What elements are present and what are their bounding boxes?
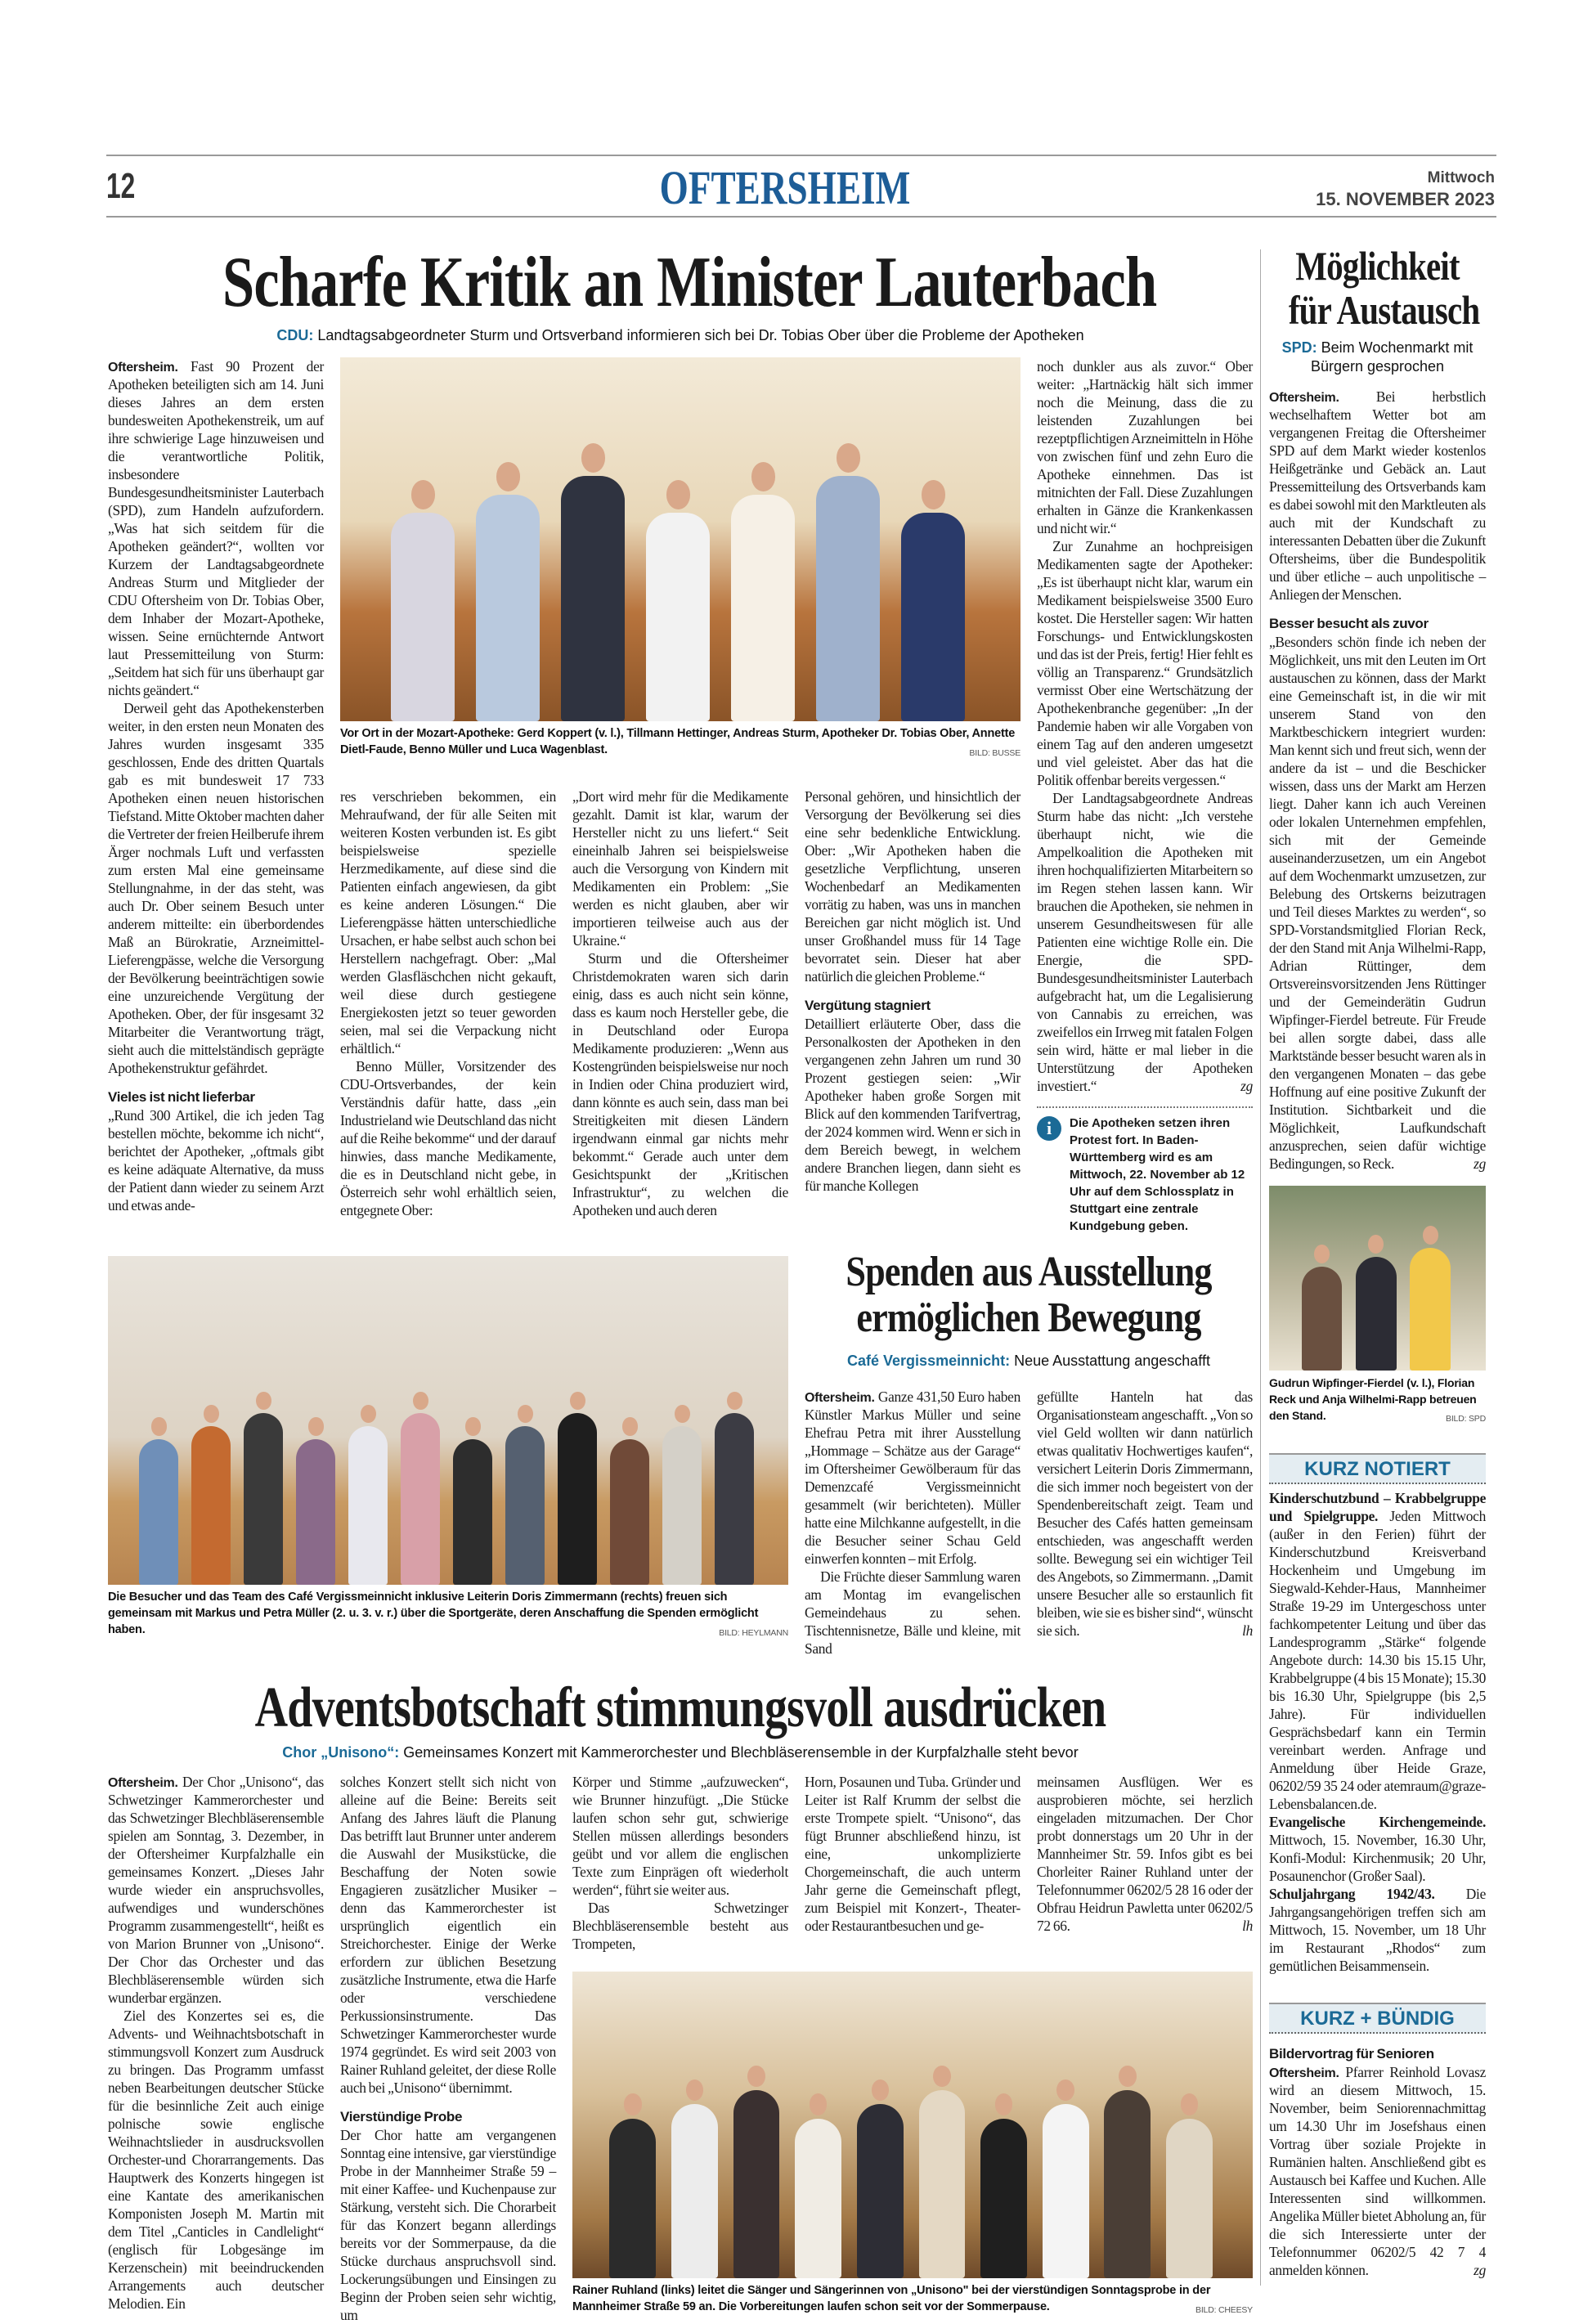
article1-photo-block	[340, 357, 1020, 761]
person-figure	[901, 480, 965, 721]
author-initials: zg	[1474, 2262, 1486, 2278]
date: 15. NOVEMBER 2023	[1316, 189, 1495, 209]
headline-line: Spenden aus Ausstellung	[846, 1249, 1212, 1295]
body	[244, 1413, 283, 1585]
person-figure	[139, 1417, 178, 1585]
kicker: CDU:	[276, 327, 314, 343]
head	[581, 443, 606, 473]
paragraph	[805, 1568, 1020, 1658]
head	[995, 2093, 1013, 2115]
person-figure	[980, 2093, 1027, 2278]
head	[256, 1392, 271, 1410]
person-figure	[401, 1392, 440, 1585]
headline-line: ermöglichen Bewegung	[856, 1294, 1201, 1341]
body	[453, 1439, 492, 1586]
sidebar-photo-caption	[1269, 1375, 1486, 1424]
article2	[108, 1249, 1253, 1658]
person-figure	[1356, 1235, 1397, 1371]
paragraph-text: Sturm und die Oftersheimer Christdemokraten waren sich darin einig, dass es auch nicht sein könne, dass es kaum noch Hersteller gebe, die in Deutschland oder Europa Medikamente produzieren: „Wenn aus Kostengründen beispielsweise nur noch in Indien oder China produziert wird, dann könnte es auch sein, dass man bei Streitigkeiten mit diesen Ländern irgendwann einmal gar nichts mehr bekommt.“ Gerade auch unter dem Gesichtspunkt der „Kritischen Infrastruktur“, zu welchen die Apotheken und auch deren	[572, 949, 788, 1218]
choir-rehearsal-photo	[572, 1972, 1253, 2278]
dateline: Oftersheim.	[108, 1776, 178, 1790]
paragraph-text: „Besonders schön finde ich neben der Möglichkeit, uns mit den Leuten im Ort austauschen zu können, dass der Markt eine Gemeinschaft ist, in die wir mit unserem Stand von den Marktbeschickern integriert wurden: Man kennt sich und freut sich, wenn der andere da ist – und die Beschicker wissen, dass uns der Markt am Herzen liegt. Daher kann ich auch Vereinen oder lokalen Unternehmen empfehlen, sich mit der Gemeinde auseinanderzusetzen, um ein Angebot auf dem Wochenmarkt umzusetzen, zur Belebung des Ortskerns beizutragen und Teil dieses Marktes zu werden“, so SPD-Vorstandsmitglied Florian Reck, der den Stand mit Anja Wilhelmi-Rapp, Adrian Rüttinger, dem Ortsvereinsvorsitzenden Jens Rüttinger und der Gemeinderätin Gudrun Wipfinger-Fierdel betreute. Für Freude bei allen sorgte dabei, dass alle Marktstände besser besucht waren als in den vergangenen Monaten – das gebe Hoffnung auf eine positive Zukunft der Institution. Sichtbarkeit und die Möglichkeit, Laufkundschaft anzusprechen, seien dafür wichtige Bedingungen, so Reck.	[1269, 634, 1486, 1172]
dateline: Oftersheim.	[108, 361, 178, 375]
body	[671, 2104, 718, 2278]
body	[561, 476, 625, 721]
head	[622, 1417, 637, 1435]
cafe-group-photo	[108, 1256, 788, 1585]
kurz-notiert-column	[1269, 1489, 1486, 1975]
column-divider	[1260, 249, 1261, 2286]
paragraph	[805, 1388, 1020, 1568]
kurz-buendig-header: KURZ + BÜNDIG	[1269, 2003, 1486, 2034]
caption-text: Vor Ort in der Mozart-Apotheke: Gerd Koppert (v. l.), Tillmann Hettinger, Andreas Sturm, Apotheker Dr. Tobias Ober, Annette Dietl-Faude, Benno Müller und Luca Wagenblast.	[340, 727, 1016, 756]
paragraph-text: Der Chor hatte am vergangenen Sonntag eine intensive, gar vierstündige Probe in der Mannheimer Straße 59 – mit einer Kaffee- und Kuchenpause zur Stärkung, versteht sich. Die Chorarbeit für das Konzert begann allerdings bereits vor der Sommerpause, da die Stücke durchaus anspruchsvoll sind. Lockerungsübungen und Einsingen zu Beginn der Proben seien sehr wichtig, um	[340, 2127, 556, 2323]
paragraph	[340, 2126, 556, 2324]
person-figure	[453, 1417, 492, 1585]
person-figure	[296, 1417, 335, 1585]
pharmacy-group-photo	[340, 357, 1020, 721]
dateline: Oftersheim.	[805, 1391, 875, 1405]
subhead-text: Beim Wochenmarkt mit Bürgern gesprochen	[1310, 339, 1474, 375]
body	[857, 2104, 904, 2278]
article2-text-block	[805, 1249, 1253, 1658]
paragraph	[340, 787, 556, 1057]
paragraph-text: meinsamen Ausflügen. Wer es ausprobieren möchte, sei herzlich eingeladen mitzumachen. Der Chor probt donnerstags um 20 Uhr in der Mannheimer Str. 59. Infos gibt es bei Chorleiter Rainer Ruhland unter der Telefonnummer 06202/5 28 16 oder der Obfrau Heidrun Pawletta unter 06202/5 72 66.	[1037, 1774, 1253, 1934]
body	[980, 2119, 1027, 2279]
person-figure	[1043, 2079, 1089, 2278]
article1-subhead	[108, 327, 1253, 344]
paragraph	[1269, 2063, 1486, 2279]
body	[646, 513, 710, 721]
body	[296, 1439, 335, 1586]
person-figure	[558, 1392, 597, 1585]
info-text: Die Apotheken setzen ihren Protest fort. In Baden-Württemberg wird es am Mittwoch, 22. November ab 12 Uhr auf dem Schlossplatz in Stuttgart eine zentrale Kundgebung geben.	[1070, 1116, 1245, 1233]
head	[518, 1405, 532, 1423]
paragraph-text: Horn, Posaunen und Tuba. Gründer und Leiter ist Ralf Krumm der selbst die erste Trompete spielt. “Unisono“, das fügt Brunner abschließend hinzu, ist eine, unkomplizierte Chorgemeinschaft, die auch unterm Jahr gerne die Gemeinschaft pflegt, zum Beispiel mit Konzert-, Theater- oder Restaurantbesuchen und ge-	[805, 1774, 1020, 1934]
head	[727, 1392, 742, 1410]
person-figure	[715, 1392, 754, 1585]
issue-date	[1316, 168, 1495, 210]
person-figure	[476, 462, 540, 721]
head	[686, 2079, 704, 2101]
person-figure	[609, 2093, 656, 2278]
article3-photo-block	[572, 1972, 1253, 2318]
article1-body	[108, 357, 1253, 1235]
author-initials: zg	[1240, 1078, 1253, 1094]
author-initials: lh	[1242, 1918, 1253, 1934]
person-figure	[561, 443, 625, 721]
head	[411, 480, 436, 509]
article3-column-1	[108, 1773, 324, 2313]
person-figure	[191, 1405, 231, 1585]
author-initials: lh	[1242, 1622, 1253, 1639]
body	[1166, 2119, 1213, 2279]
head	[872, 2079, 890, 2101]
paragraph-text: „Dort wird mehr für die Medikamente gezahlt. Damit ist klar, warum der Hersteller nicht zu uns liefert.“ Seit eineinhalb Jahren sei beispielsweise auch die Versorgung von Kindern mit Medikamenten ein Problem: „Sie werden es nicht glauben, aber wir importieren teilweise auch aus der Ukraine.“	[572, 787, 788, 949]
paragraph-text: Mittwoch, 15. November, 16.30 Uhr, Konfi-Modul: Kirchenmusik; 20 Uhr, Posaunenchor (Großer Saal).	[1269, 1832, 1486, 1884]
article2-column-1	[805, 1388, 1020, 1658]
spd-stand-photo	[1269, 1186, 1486, 1371]
body	[139, 1439, 178, 1586]
paragraph	[805, 1773, 1020, 1935]
section-subheading: Vierstündige Probe	[340, 2109, 463, 2124]
head	[1423, 1226, 1438, 1245]
person-figure	[391, 480, 455, 721]
paragraph	[1269, 1813, 1486, 1885]
weekday: Mittwoch	[1427, 169, 1495, 186]
section-subheading: Besser besucht als zuvor	[1269, 616, 1429, 631]
person-figure	[795, 2093, 841, 2278]
author-initials: zg	[1474, 1155, 1486, 1172]
article1-column-3	[572, 787, 788, 1219]
paragraph	[1037, 789, 1253, 1095]
paragraph-text: Personal gehören, und hinsichtlich der Versorgung der Bevölkerung sei dies eine sehr bedenkliche Entwicklung. Ober: „Wir Apotheken haben die gesetzliche Verpflichtung, unseren Wochenbedarf an Medikamenten vorrätig zu haben, was uns in manchen Bereichen gar nicht möglich ist. Und unser Großhandel muss für 14 Tage bevorratet sein. Dieser hat aber natürlich die gleichen Probleme.“	[805, 787, 1020, 985]
article1-column-5-block	[1037, 357, 1253, 1235]
body	[1043, 2104, 1089, 2278]
photo-credit: BILD: CHEESY	[1195, 2305, 1253, 2315]
kicker: Chor „Unisono“:	[282, 1744, 400, 1761]
body	[191, 1426, 231, 1585]
paragraph	[1269, 1885, 1486, 1975]
person-figure	[857, 2079, 904, 2278]
paragraph	[340, 1057, 556, 1219]
person-figure	[1302, 1245, 1343, 1371]
head	[922, 480, 946, 509]
photo-credit: BILD: SPD	[1446, 1414, 1486, 1424]
head	[666, 480, 691, 509]
paragraph-text: Fast 90 Prozent der Apotheken beteiligten sich am 14. Juni dieses Jahres an dem ersten bundesweiten Apothekenstreik, um auf ihre schwierige Lage hinzuweisen und die verantwortliche Politik, insbesondere Bundesgesundheitsminister Lauterbach (SPD), zum Handeln aufzufordern. „Was hat sich seitdem für die Apotheken geändert?“, wollten vor Kurzem der Landtagsabgeordnete Andreas Sturm und Mitglieder der CDU Oftersheim von Dr. Tobias Ober, dem Inhaber der Mozart-Apotheke, wissen. Seine ernüchternde Antwort laut Pressemitteilung von Sturm: „Seitdem hat sich für uns überhaupt gar nichts geändert.“	[108, 358, 324, 698]
body	[1302, 1267, 1343, 1371]
body	[401, 1413, 440, 1585]
sidebar-subhead	[1269, 339, 1486, 376]
subhead-text: Gemeinsames Konzert mit Kammerorchester und Blechbläserensemble in der Kurpfalzhalle steht bevor	[403, 1744, 1079, 1761]
person-figure	[662, 1405, 702, 1585]
article1-headline: Scharfe Kritik an Minister Lauterbach	[222, 243, 1157, 322]
article2-column-2	[1037, 1388, 1253, 1658]
person-figure	[919, 2066, 966, 2278]
head	[465, 1417, 480, 1435]
sidebar-column	[1269, 388, 1486, 1173]
person-figure	[733, 2066, 780, 2278]
paragraph-text: res verschrieben bekommen, ein Mehraufwand, der für alle Seiten mit weiteren Kosten verbunden ist. Es gibt beispielsweise spezielle Herzmedikamente, auf diese sind die Patienten einfach angewiesen, da gibt es keine anderen Lösungen.“ Die Lieferengpässe hätten unterschiedliche Ursachen, er habe selbst auch schon bei Herstellern nachgefragt. Ober: „Mal werden Glasfläschchen nicht gekauft, weil diese durch gestiegene Energiekosten jetzt so teuer geworden seien, mal sei die Verpackung nicht erhältlich.“	[340, 787, 556, 1057]
article3-body	[108, 1773, 1253, 2324]
article1-column-4	[805, 787, 1020, 1195]
person-figure	[1166, 2093, 1213, 2278]
article2-photo-block	[108, 1256, 788, 1641]
paragraph-text: Der Chor „Unisono“, das Schwetzinger Kammerorchester und das Schwetzinger Blechbläserensemble spielen am Sonntag, 3. Dezember, in der Oftersheimer Kurpfalzhalle ein gemeinsames Konzert. „Dieses Jahr wurde wieder ein anspruchsvolles, aufwendiges und wunderschönes Programm zusammengestellt“, heißt es von Marion Brunner von „Unisono“. Der Chor das Orchester und das Blechbläserensemble würden sich wunderbar ergänzen.	[108, 1774, 324, 2006]
paragraph	[340, 1773, 556, 2097]
head	[1314, 1245, 1330, 1263]
kicker: Café Vergissmeinnicht:	[847, 1353, 1011, 1369]
item-title: Kinderschutzbund – Krabbelgruppe und Spielgruppe.	[1269, 1490, 1486, 1524]
head	[413, 1392, 428, 1410]
subhead-text: Neue Ausstattung angeschafft	[1014, 1353, 1210, 1369]
body	[731, 495, 795, 722]
head	[675, 1405, 689, 1423]
kicker: SPD:	[1281, 339, 1317, 356]
paragraph	[1037, 537, 1253, 789]
article2-subhead	[805, 1353, 1253, 1370]
paragraph	[108, 699, 324, 1077]
person-figure	[1104, 2066, 1151, 2278]
person-figure	[348, 1405, 388, 1585]
article2-columns	[805, 1388, 1253, 1658]
paragraph	[572, 949, 788, 1219]
kurz-buendig-column	[1269, 2045, 1486, 2279]
article3-column-3	[572, 1773, 788, 1953]
article3-column-4	[805, 1773, 1020, 1935]
head	[151, 1417, 166, 1435]
subhead-text: Landtagsabgeordneter Sturm und Ortsverband informieren sich bei Dr. Tobias Ober über die Probleme der Apotheken	[317, 327, 1084, 343]
body	[715, 1413, 754, 1585]
article3-column-5	[1037, 1773, 1253, 1935]
person-figure	[731, 462, 795, 721]
article3-headline: Adventsbotschaft stimmungsvoll ausdrücken	[254, 1676, 1106, 1739]
paragraph-text: Benno Müller, Vorsitzender des CDU-Ortsverbandes, der kein Verständnis dafür hatte, dass „ein Industrieland wie Deutschland das nicht auf die Reihe bekomme“ und der darauf hinwies, dass manche Medikamente, die es in Deutschland nicht gebe, in Österreich sehr wohl erhältlich seien, entgegnete Ober:	[340, 1057, 556, 1218]
paragraph-text: Der Landtagsabgeordnete Andreas Sturm habe das nicht: „Ich verstehe überhaupt nicht, wie die Ampelkoalition die Apotheken mit ihren hochqualifizierten Mitarbeitern so im Regen stehen lassen kann. Wir brauchen die Apotheken, sie nehmen in unserem Gesundheitswesen für alle Patienten eine wichtige Rolle ein. Die Energie, die SPD-Bundesgesundheitsminister Lauterbach aufgebracht hat, um die Legalisierung von Cannabis zu erreichen, was zweifellos ein Irrweg mit fatalen Folgen sein wird, hätte er mal lieber in die Unterstützung der Apotheken investiert.“	[1037, 790, 1253, 1094]
person-figure	[244, 1392, 283, 1585]
body	[1356, 1257, 1397, 1371]
head	[747, 2066, 765, 2087]
body	[505, 1426, 545, 1585]
head	[361, 1405, 375, 1423]
photo-caption	[340, 725, 1020, 758]
caption-text: Die Besucher und das Team des Café Vergissmeinnicht inklusive Leiterin Doris Zimmermann (rechts) freuen sich gemeinsam mit Markus und Petra Müller (2. u. 3. v. r.) über die Sportgeräte, deren Anschaffung die Spenden ermöglicht haben.	[108, 1590, 759, 1636]
paragraph-text: Die Jahrgangsangehörigen treffen sich am Mittwoch, 15. November, um 18 Uhr im Restaurant „Rhodos“ zum gemütlichen Beisammensein.	[1269, 1886, 1486, 1974]
body	[609, 2119, 656, 2279]
caption-text: Gudrun Wipfinger-Fierdel (v. l.), Florian Reck und Anja Wilhelmi-Rapp betreuen den Stand.	[1269, 1376, 1477, 1422]
paragraph-text: Pfarrer Reinhold Lovasz wird an diesem Mittwoch, 15. November, beim Seniorennachmittag um 14.30 Uhr im Josefshaus einen Vortrag über soziale Projekte in Rumänien halten. Anschließend gibt es Austausch bei Kaffee und Kuchen. Alle Interessenten sind willkommen. Angelika Müller bietet Abholung an, für die sich Interessierte unter der Telefonnummer 06202/5 42 7 4 anmelden können.	[1269, 2064, 1486, 2278]
info-box	[1037, 1106, 1253, 1235]
article3-column-2	[340, 1773, 556, 2324]
person-figure	[1410, 1226, 1451, 1371]
photo-credit: BILD: HEYLMANN	[719, 1628, 788, 1638]
sidebar-headline	[1288, 243, 1480, 333]
paragraph-text: Derweil geht das Apothekensterben weiter, in den ersten neun Monaten des Jahres wurden insgesamt 335 geschlossen, Ende des dritten Quartals gab es mit bundesweit 17 733 Apotheken einen neuen historischen Tiefstand. Mitte Oktober machten daher die Vertreter der freien Heilberufe ihrem Ärger nochmals Luft und verfassten zum ersten Mal eine gemeinsame Stellungnahme, in der das steht, was auch Dr. Ober seinem Besuch unter anderem mitteilte: ein überbordendes Maß an Bürokratie, Arzneimittel-Lieferengpässe, welche die Versorgung der Bevölkerung beeinträchtigen sowie eine unzureichende Vergütung der Apotheken. Ober, der für insgesamt 32 Mitarbeiter die Verantwortung trägt, sieht auch die mittelständisch geprägte Apothekenstruktur gefährdet.	[108, 700, 324, 1076]
paragraph	[805, 1015, 1020, 1195]
paragraph	[1269, 388, 1486, 603]
body	[558, 1413, 597, 1585]
paragraph	[1037, 1773, 1253, 1935]
head	[1119, 2066, 1137, 2087]
headline-line: Möglichkeit	[1295, 243, 1460, 289]
head	[1056, 2079, 1074, 2101]
paragraph	[108, 357, 324, 699]
sidebar	[1269, 244, 1486, 2279]
section-title: OFTERSHEIM	[659, 161, 911, 214]
head	[837, 443, 861, 473]
paragraph-text: Ziel des Konzertes sei es, die Advents- und Weihnachtsbotschaft in stimmungsvoll Konzert zum Ausdruck zu bringen. Das Programm umfasst neben Bearbeitungen deutscher Stücke für die besinnliche Zeit auch einige polnische sowie englische Weihnachtslieder in ausdrucksvollen Orchester-und Chorarrangements. Das Hauptwerk des Konzerts hingegen ist eine Kantate des amerikanischen Komponisten Joseph M. Martin mit dem Titel „Canticles in Candlelight“ (englisch für Lobgesänge im Kerzenschein) mit beeindruckenden Arrangements auch deutscher Melodien. Ein	[108, 2008, 324, 2312]
page-number: 12	[106, 166, 136, 206]
paragraph	[572, 1773, 788, 1899]
person-figure	[671, 2079, 718, 2278]
section-subheading: Vergütung stagniert	[805, 997, 931, 1013]
head	[204, 1405, 218, 1423]
headline-line: für Austausch	[1288, 287, 1480, 333]
paragraph	[1037, 357, 1253, 537]
head	[496, 462, 521, 491]
person-figure	[505, 1405, 545, 1585]
paragraph-text: Ganze 431,50 Euro haben Künstler Markus Müller und seine Ehefrau Petra mit ihrer Ausstellung „Hommage – Schätze aus der Garage“ im Oftersheimer Gewölberaum für das Demenzcafé Vergissmeinnicht gesammelt (wir berichteten). Müller hatte eine Milchkanne aufgestellt, in die die Besucher seiner Schau Geld einwerfen konnten – mit Erfolg.	[805, 1389, 1020, 1567]
body	[795, 2119, 841, 2279]
head	[1181, 2093, 1199, 2115]
section-subheading: Vieles ist nicht lieferbar	[108, 1089, 255, 1105]
paragraph	[1269, 1489, 1486, 1813]
info-icon: i	[1037, 1116, 1061, 1141]
article1-column-2	[340, 787, 556, 1219]
body	[348, 1426, 388, 1585]
article3-subhead	[108, 1744, 1253, 1761]
paragraph-text: Körper und Stimme „aufzuwecken“, wie Brunner hinzufügt. „Die Stücke laufen schon sehr gut, schwierige Stellen müssen allerdings besonders geübt und vor allem die englischen Texte zum Einprägen oft wiederholt werden“, führt sie weiter aus.	[572, 1774, 788, 1898]
main-content	[108, 242, 1253, 2324]
person-figure	[816, 443, 880, 721]
paragraph	[1269, 633, 1486, 1173]
item-title: Evangelische Kirchengemeinde.	[1269, 1814, 1486, 1830]
paragraph	[572, 1899, 788, 1953]
masthead-rule	[106, 216, 1496, 218]
paragraph-text: „Rund 300 Artikel, die ich jeden Tag bestellen möchte, bekomme ich nicht“, berichtet der Apotheker, „oftmals gibt es keine adäquate Alternative, da muss der Patient dann wieder zu seinem Arzt und etwas ande-	[108, 1107, 324, 1214]
paragraph-text: Die Früchte dieser Sammlung waren am Montag im evangelischen Gemeindehaus zu sehen. Tischtennisnetze, Bälle und kleine, mit Sand	[805, 1568, 1020, 1657]
paragraph-text: Zur Zunahme an hochpreisigen Medikamenten sagte der Apotheker: „Es ist überhaupt nicht klar, warum ein Medikament beispielsweise 3500 Euro kostet. Die Hersteller sagen: Wir hatten Forschungs- und Entwicklungskosten und das ist der Preis, fertig! Hier fehlt es völlig an Transparenz.“ Grundsätzlich vermisst Ober eine Wertschätzung der Apothekenbranche gegenüber: „In der Pandemie haben wir alle Vorgaben von einem Tag auf den anderen umgesetzt und viel geleistet. Aber das hat die Politik offenbar bereits vergessen.“	[1037, 538, 1253, 788]
paragraph	[572, 787, 788, 949]
item-title: Schuljahrgang 1942/43.	[1269, 1886, 1435, 1902]
paragraph-text: Jeden Mittwoch (außer in den Ferien) führt der Kinderschutzbund Kreisverband Hockenheim und Umgebung im Siegwald-Kehder-Haus, Mannheimer Straße 19-29 im Untergeschoss unter fachkompetenter Leitung und über das Landesprogramm „Stärke“ folgende Angebote durch: 14.30 bis 15.15 Uhr, Krabbelgruppe (4 bis 15 Monate); 15.30 bis 16.30 Uhr, Spielgruppe (bis 2,5 Jahre). Für individuellen Gesprächsbedarf kann ein Termin vereinbart werden. Anfrage und Anmeldung über Heide Graze, 06202/59 35 24 oder atemraum@graze-Lebensbalancen.de.	[1269, 1508, 1486, 1812]
paragraph-text: noch dunkler aus als zuvor.“ Ober weiter: „Hartnäckig hält sich immer noch die Meinung, dass die zu leistenden Zuzahlungen bei rezeptpflichtigen Arzneimitteln in Höhe von zwischen fünf und zehn Euro die Apotheke einnehmen. Das ist mitnichten der Fall. Diese Zuzahlungen erhalten in Gänze die Krankenkassen und nicht wir.“	[1037, 358, 1253, 536]
body	[610, 1439, 649, 1586]
head	[624, 2093, 642, 2115]
paragraph	[108, 1773, 324, 2007]
body	[816, 476, 880, 721]
article1-column-1	[108, 357, 324, 1214]
head	[933, 2066, 951, 2087]
body	[919, 2090, 966, 2278]
head	[1368, 1235, 1384, 1254]
person-figure	[646, 480, 710, 721]
head	[308, 1417, 323, 1435]
person-figure	[610, 1417, 649, 1585]
paragraph-text: solches Konzert stellt sich nicht von alleine auf die Beine: Bereits seit Anfang des Jahres läuft die Planung Das betrifft laut Brunner unter anderem die Auswahl der Musikstücke, die Beschaffung der Noten sowie Engagieren zusätzlicher Musiker – denn das Kammerorchester ist ursprünglich eigentlich ein Streichorchester. Einige der Werke erfordern zur üblichen Besetzung zusätzliche Instrumente, etwa die Harfe oder verschiedene Perkussionsinstrumente. Das Schwetzinger Kammerorchester wurde 1974 gegründet. Es wird seit 2003 von Rainer Ruhland geleitet, der diese Rolle auch bei „Unisono“ übernimmt.	[340, 1774, 556, 2096]
body	[662, 1426, 702, 1585]
kurz-notiert-header: KURZ NOTIERT	[1269, 1453, 1486, 1484]
photo-caption	[572, 2282, 1253, 2315]
paragraph-text: Detailliert erläuterte Ober, dass die Personalkosten der Apotheken in den vergangenen zehn Jahren um rund 30 Prozent gestiegen seien: „Wir Apotheker haben große Sorgen mit Blick auf den kommenden Tarifvertrag, der 2024 kommen wird. Wenn er sich in dem Bereich bewegt, in welchem andere Branchen liegen, dann sieht es für manche Kollegen	[805, 1015, 1020, 1194]
article1-column-5	[1037, 357, 1253, 1095]
head	[810, 2093, 828, 2115]
body	[901, 513, 965, 721]
top-rule	[106, 155, 1496, 156]
caption-text: Rainer Ruhland (links) leitet die Sänger und Sängerinnen von „Unisono" bei der vierstündigen Sonntagsprobe in der Mannheimer Straße 59 an. Die Vorbereitungen laufen schon seit vor der Sommerpause.	[572, 2284, 1211, 2313]
paragraph-text: Bei herbstlich wechselhaftem Wetter bot am vergangenen Freitag die Oftersheimer SPD auf dem Markt wieder kostenlos Heißgetränke und Gebäck an. Laut Pressemitteilung des Ortsverbands kam es dabei sowohl mit den Marktleuten als auch mit der Kundschaft zu interessanten Debatten über die Zukunft Oftersheims, über die Bundespolitik und über etliche – auch unpolitische – Anliegen der Menschen.	[1269, 388, 1486, 603]
body	[391, 513, 455, 721]
head	[751, 462, 776, 491]
body	[1410, 1248, 1451, 1371]
paragraph	[108, 2007, 324, 2313]
paragraph	[108, 1106, 324, 1214]
photo-caption	[108, 1589, 788, 1638]
body	[476, 495, 540, 722]
paragraph-text: gefüllte Hanteln hat das Organisationsteam angeschafft. „Von so viel Geld wollten wir dann natürlich etwas qualitativ Hochwertiges kaufen“, versichert Leiterin Doris Zimmermann, die sich immer noch begeistert von der Spendenbereitschaft zeigt. Team und Besucher des Cafés hatten gemeinsam entschieden, was angeschafft werden sollte. Bewegung sei ein wichtiger Teil des Angebots, so Zimmermann. „Damit unsere Besucher alle so erstaunlich fit bleiben, wie sie es bisher sind“, wünscht sie sich.	[1037, 1389, 1253, 1639]
body	[1104, 2090, 1151, 2278]
body	[733, 2090, 780, 2278]
paragraph-text: Das Schwetzinger Blechbläserensemble besteht aus Trompeten,	[572, 1900, 788, 1952]
head	[570, 1392, 585, 1410]
paragraph	[1037, 1388, 1253, 1640]
dateline: Oftersheim.	[1269, 2066, 1339, 2080]
photo-credit: BILD: BUSSE	[969, 748, 1020, 758]
paragraph	[805, 787, 1020, 985]
dateline: Oftersheim.	[1269, 391, 1339, 405]
article2-headline	[838, 1249, 1219, 1341]
section-subheading: Bildervortrag für Senioren	[1269, 2046, 1434, 2062]
